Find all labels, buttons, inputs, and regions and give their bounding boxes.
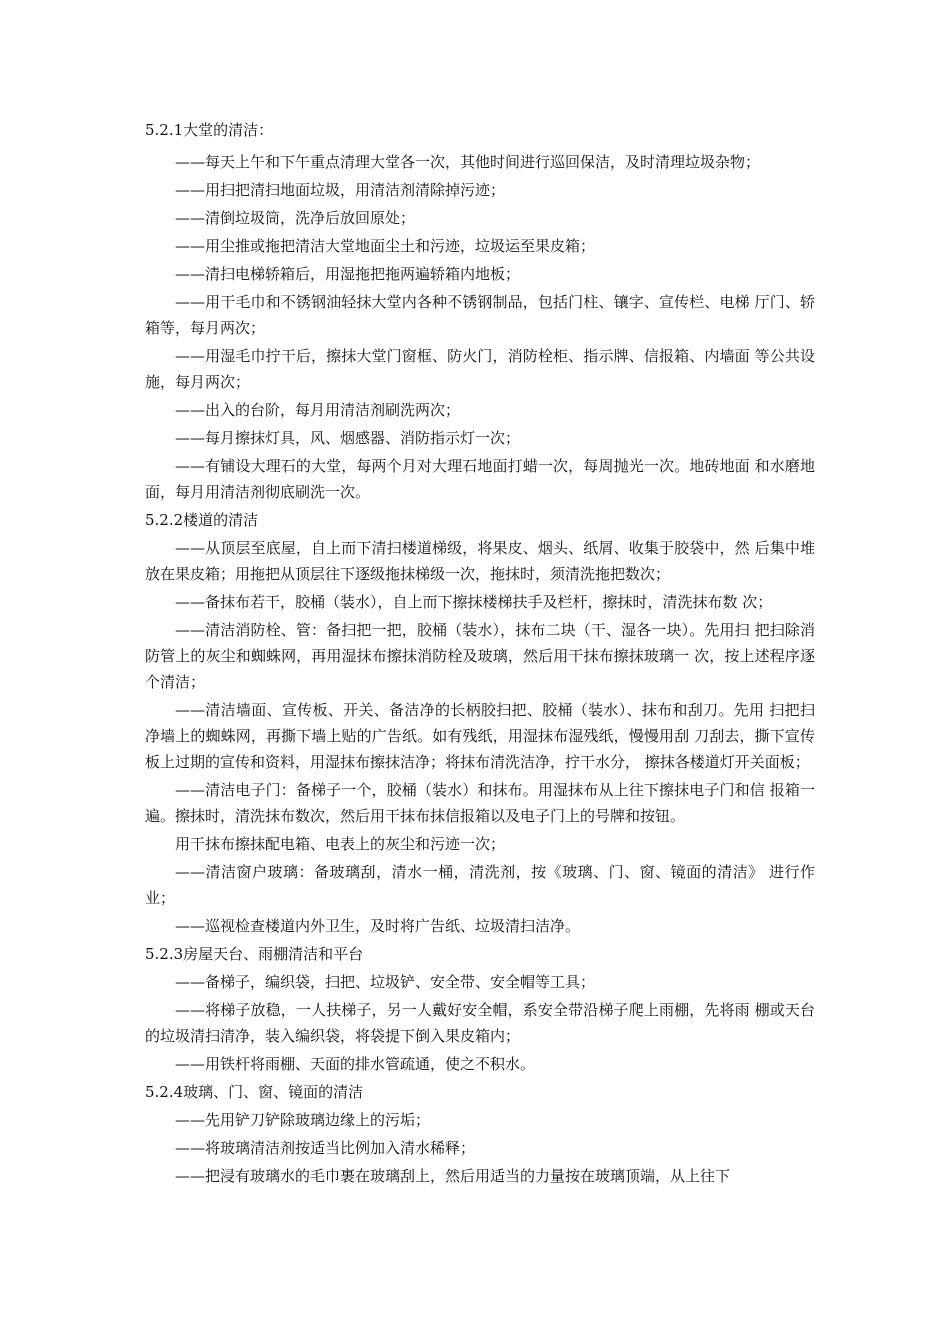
section-rooftop-canopy-cleaning bbox=[145, 941, 815, 1077]
paragraph: ——用湿毛巾拧干后，擦抹大堂门窗框、防火门，消防栓柜、指示牌、信报箱、内墙面 等公共设施，每月两次； bbox=[145, 347, 815, 391]
paragraph: ——清洁墙面、宣传板、开关、备洁净的长柄胶扫把、胶桶（装水）、抹布和刮刀。先用 扫把扫净墙上的蜘蛛网，再撕下墙上贴的广告纸。如有残纸，用湿抹布湿残纸，慢慢用刮 刀刮去，撕下宣传板上过期的宣传和资料，用湿抹布擦抹洁净；将抹布清洗洁净，拧干水分， 擦抹各楼道灯开关面板； bbox=[145, 701, 815, 771]
paragraph: ——每月擦抹灯具，风、烟感器、消防指示灯一次； bbox=[175, 429, 521, 447]
paragraph: ——清洁消防栓、管：备扫把一把，胶桶（装水），抹布二块（干、湿各一块）。先用扫 把扫除消防管上的灰尘和蜘蛛网，再用湿抹布擦抹消防栓及玻璃，然后用干抹布擦抹玻璃一 次，按上述程序逐个清洁； bbox=[145, 621, 815, 691]
paragraph: 用干抹布擦抹配电箱、电表上的灰尘和污迹一次； bbox=[175, 835, 506, 853]
section-glass-door-window-cleaning bbox=[145, 1079, 815, 1189]
paragraph: ——备抹布若干，胶桶（装水），自上而下擦抹楼梯扶手及栏杆，擦抹时，清洗抹布数 次； bbox=[175, 593, 773, 611]
section-heading: 5.2.3房屋天台、雨棚清洁和平台 bbox=[145, 945, 364, 963]
paragraph: ——清扫电梯轿箱后，用湿拖把拖两遍轿箱内地板； bbox=[175, 265, 521, 283]
paragraph: ——先用铲刀铲除玻璃边缘上的污垢； bbox=[175, 1111, 431, 1129]
paragraph: ——用尘推或拖把清洁大堂地面尘土和污迹，垃圾运至果皮箱； bbox=[175, 237, 596, 255]
paragraph: ——备梯子，编织袋，扫把、垃圾铲、安全带、安全帽等工具； bbox=[175, 973, 596, 991]
paragraph: ——出入的台阶，每月用清洁剂刷洗两次； bbox=[175, 401, 461, 419]
paragraph: ——清洁电子门：备梯子一个，胶桶（装水）和抹布。用湿抹布从上往下擦抹电子门和信 报箱一遍。擦抹时，清洗抹布数次，然后用干抹布抹信报箱以及电子门上的号牌和按钮。 bbox=[145, 781, 815, 825]
paragraph: ——把浸有玻璃水的毛巾裹在玻璃刮上，然后用适当的力量按在玻璃顶端，从上往下 bbox=[175, 1167, 731, 1185]
paragraph: ——从顶层至底屋，自上而下清扫楼道梯级，将果皮、烟头、纸屑、收集于胶袋中，然 后集中堆放在果皮箱；用拖把从顶层往下逐级拖抹梯级一次，拖抹时，须清洗拖把数次； bbox=[145, 539, 815, 583]
paragraph: ——用铁杆将雨棚、天面的排水管疏通，使之不积水。 bbox=[175, 1055, 536, 1073]
section-heading: 5.2.1大堂的清洁： bbox=[145, 121, 274, 139]
paragraph: ——将玻璃清洁剂按适当比例加入清水稀释； bbox=[175, 1139, 476, 1157]
paragraph: ——清倒垃圾筒，洗净后放回原处； bbox=[175, 209, 416, 227]
paragraph: ——用扫把清扫地面垃圾，用清洁剂清除掉污迹； bbox=[175, 181, 506, 199]
section-corridor-cleaning bbox=[145, 507, 815, 939]
paragraph: ——用干毛巾和不锈钢油轻抹大堂内各种不锈钢制品，包括门柱、镶字、宣传栏、电梯 厅门、轿箱等，每月两次； bbox=[145, 293, 815, 337]
paragraph: ——清洁窗户玻璃：备玻璃刮，清水一桶，清洗剂，按《玻璃、门、窗、镜面的清洁》 进行作业； bbox=[145, 863, 815, 907]
document-body bbox=[145, 117, 815, 1191]
paragraph: ——巡视检查楼道内外卫生，及时将广告纸、垃圾清扫洁净。 bbox=[175, 917, 581, 935]
section-lobby-cleaning bbox=[145, 117, 815, 505]
paragraph: ——将梯子放稳，一人扶梯子，另一人戴好安全帽，系安全带沿梯子爬上雨棚，先将雨 棚或天台的垃圾清扫清净，装入编织袋，将袋提下倒入果皮箱内； bbox=[145, 1001, 815, 1045]
paragraph: ——每天上午和下午重点清理大堂各一次，其他时间进行巡回保洁，及时清理垃圾杂物； bbox=[175, 153, 761, 171]
section-heading: 5.2.4玻璃、门、窗、镜面的清洁 bbox=[145, 1083, 364, 1101]
section-heading: 5.2.2楼道的清洁 bbox=[145, 511, 259, 529]
paragraph: ——有铺设大理石的大堂，每两个月对大理石地面打蜡一次，每周抛光一次。地砖地面 和水磨地面，每月用清洁剂彻底刷洗一次。 bbox=[145, 457, 815, 501]
